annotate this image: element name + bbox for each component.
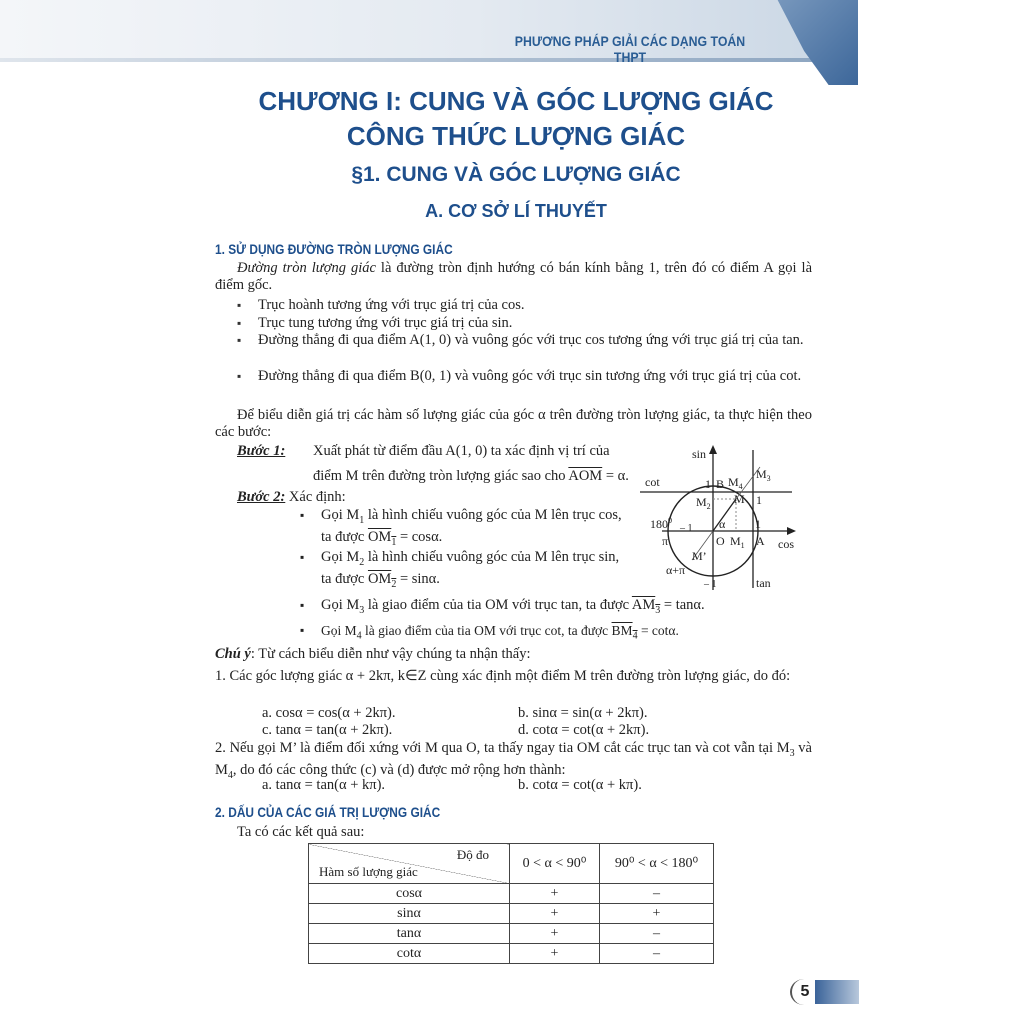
t: = tanα. bbox=[660, 597, 705, 613]
heading-1: 1. SỬ DỤNG ĐƯỜNG TRÒN LƯỢNG GIÁC bbox=[215, 241, 453, 257]
formula-a: a. cosα = cos(α + 2kπ). bbox=[262, 705, 396, 721]
label-O: O bbox=[716, 534, 725, 548]
t: và M bbox=[215, 740, 812, 778]
t: là giao điểm của tia OM với trục cot, ta được bbox=[361, 623, 612, 638]
heading-2: 2. DẤU CỦA CÁC GIÁ TRỊ LƯỢNG GIÁC bbox=[215, 804, 441, 820]
label-M: M bbox=[734, 492, 745, 506]
note-label: Chú ý bbox=[215, 646, 251, 662]
label-sin-neg-one: – 1 bbox=[704, 579, 717, 590]
step1-label-text: Bước 1: bbox=[237, 443, 286, 459]
label-cos-one: 1 bbox=[755, 517, 761, 531]
t: điểm M trên đường tròn lượng giác sao cho bbox=[313, 468, 569, 484]
formula-b: b. sinα = sin(α + 2kπ). bbox=[518, 705, 648, 721]
sub-bullet bbox=[300, 549, 619, 593]
formula-ext-b: b. cotα = cot(α + kπ). bbox=[518, 777, 642, 793]
sub-bullet bbox=[300, 507, 622, 551]
formula-c: c. tanα = tan(α + 2kπ). bbox=[262, 722, 393, 738]
label-sin: sin bbox=[692, 447, 707, 461]
t: ta được bbox=[321, 528, 368, 545]
t: = cotα. bbox=[637, 623, 679, 638]
trig-circle-diagram bbox=[630, 440, 810, 600]
term: Đường tròn lượng giác bbox=[237, 260, 376, 276]
vector bbox=[611, 623, 638, 642]
chapter-title: CHƯƠNG I: CUNG VÀ GÓC LƯỢNG GIÁC bbox=[258, 86, 774, 116]
t: M bbox=[756, 467, 767, 481]
running-title: PHƯƠNG PHÁP GIẢI CÁC DẠNG TOÁN THPT bbox=[514, 33, 746, 65]
t: 4 bbox=[632, 630, 638, 642]
t: BM bbox=[611, 623, 633, 638]
label-M-prime: M’ bbox=[692, 549, 707, 563]
part-title: A. CƠ SỞ LÍ THUYẾT bbox=[425, 201, 607, 221]
col-header: 0 < α < 90⁰ bbox=[510, 844, 600, 884]
t: OM bbox=[367, 528, 392, 545]
bullet: ▪ Đường thẳng đi qua điểm A(1, 0) và vuông góc với trục cos tương ứng với trục giá trị của tan. bbox=[237, 332, 812, 349]
label-tan-one: 1 bbox=[756, 493, 762, 507]
formula-ext-a: a. tanα = tan(α + kπ). bbox=[262, 777, 386, 793]
t: 2. Nếu gọi M’ là điểm đối xứng với M qua O, ta thấy ngay tia OM cắt các trục tan và cot vẫn tại M bbox=[215, 740, 790, 756]
t: 3 bbox=[655, 604, 661, 616]
formula-d: d. cotα = cot(α + 2kπ). bbox=[518, 722, 650, 738]
label-one: 1 bbox=[705, 477, 711, 491]
t: = α. bbox=[602, 468, 629, 484]
table-row bbox=[309, 924, 714, 944]
t: AM bbox=[631, 597, 656, 613]
label-neg-one: – 1 bbox=[680, 523, 693, 534]
page-number-tab bbox=[815, 980, 859, 1004]
t: 1 bbox=[391, 536, 397, 548]
table-corner-cell bbox=[309, 844, 510, 884]
sin-arrow-icon bbox=[709, 445, 717, 454]
label-cos: cos bbox=[778, 537, 794, 551]
label-M2: $M_2$ bbox=[696, 495, 711, 511]
note-intro bbox=[215, 646, 812, 663]
cell: + bbox=[510, 944, 600, 964]
t: = cosα. bbox=[396, 528, 443, 545]
bullet: ▪ Đường thẳng đi qua điểm B(0, 1) và vuông góc với trục sin tương ứng với trục giá trị của cot. bbox=[237, 368, 812, 385]
t: là hình chiếu vuông góc của M lên trục cos, bbox=[364, 507, 622, 523]
t: 3 bbox=[359, 604, 365, 616]
cell: tanα bbox=[309, 924, 510, 944]
t: 2 bbox=[391, 578, 397, 590]
t: Gọi M bbox=[321, 597, 360, 613]
col-header: 90⁰ < α < 180⁰ bbox=[600, 844, 714, 884]
t: M bbox=[696, 495, 707, 509]
step2-label bbox=[237, 489, 346, 506]
t: M bbox=[730, 534, 741, 548]
table-intro: Ta có các kết quả sau: bbox=[237, 824, 365, 840]
step1-label bbox=[237, 443, 285, 460]
t: Gọi M bbox=[321, 507, 360, 523]
cell: + bbox=[510, 884, 600, 904]
t: Gọi M bbox=[321, 623, 357, 638]
t: M bbox=[728, 475, 739, 489]
label-B: B bbox=[716, 477, 725, 491]
cos-arrow-icon bbox=[787, 527, 796, 535]
corner-top-label: Độ đo bbox=[456, 847, 489, 862]
bullet: ▪ Trục tung tương ứng với trục giá trị của sin. bbox=[237, 315, 812, 332]
label-alpha-pi: α+π bbox=[666, 563, 686, 577]
page-number: 5 bbox=[790, 979, 818, 1005]
label-M3: $M_3$ bbox=[756, 467, 771, 483]
label-A: A bbox=[756, 534, 765, 548]
table-row bbox=[309, 884, 714, 904]
t: , do đó các công thức (c) và (d) được mở rộng hơn thành: bbox=[232, 761, 566, 778]
t: Gọi M bbox=[321, 549, 360, 565]
chapter-subtitle: CÔNG THỨC LƯỢNG GIÁC bbox=[346, 121, 686, 151]
cell: + bbox=[510, 904, 600, 924]
steps-intro: Để biểu diễn giá trị các hàm số lượng giác của góc α trên đường tròn lượng giác, ta thực hiện theo các bước: bbox=[215, 407, 812, 440]
corner-bottom-label: Hàm số lượng giác bbox=[319, 864, 418, 879]
vector bbox=[367, 528, 397, 548]
label-alpha: α bbox=[719, 517, 726, 531]
intro-paragraph bbox=[215, 260, 812, 294]
sub-bullet bbox=[300, 597, 705, 619]
label-M1: $M_1$ bbox=[730, 534, 745, 550]
table-row bbox=[309, 904, 714, 924]
cell: – bbox=[600, 944, 714, 964]
table-row bbox=[309, 944, 714, 964]
bullet: ▪ Trục hoành tương ứng với trục giá trị của cos. bbox=[237, 297, 812, 314]
section-title: §1. CUNG VÀ GÓC LƯỢNG GIÁC bbox=[351, 163, 681, 186]
step1-line1: Xuất phát từ điểm đầu A(1, 0) ta xác định vị trí của bbox=[313, 443, 610, 459]
sub-bullet bbox=[300, 622, 679, 645]
step1-line2 bbox=[313, 468, 629, 485]
step2-label-text: Bước 2: bbox=[237, 489, 286, 505]
intro-text: là đường tròn định hướng có bán kính bằng 1, trên đó có điểm A gọi là điểm gốc. bbox=[215, 260, 813, 293]
sign-table bbox=[308, 843, 714, 964]
cell: – bbox=[600, 884, 714, 904]
label-M4: $M_4$ bbox=[728, 475, 743, 491]
table-header-row bbox=[309, 844, 714, 884]
t: OM bbox=[367, 570, 392, 587]
cell: cotα bbox=[309, 944, 510, 964]
label-180: $180^0$ bbox=[650, 516, 672, 531]
t: = sinα. bbox=[396, 570, 440, 587]
cell: – bbox=[600, 924, 714, 944]
label-tan: tan bbox=[756, 576, 771, 590]
label-pi: π bbox=[662, 534, 669, 548]
note-point-2: 2. Nếu gọi M’ là điểm đối xứng với M qua O, ta thấy ngay tia OM cắt các trục tan và cot vẫn tại $M_3$ và $M_4$, do đó các công thức (c) và (d) được mở rộng hơn thành: bbox=[215, 740, 812, 781]
cell: cosα bbox=[309, 884, 510, 904]
note-point-1: 1. Các góc lượng giác α + 2kπ, k∈Z cùng xác định một điểm M trên đường tròn lượng giác, do đó: bbox=[215, 668, 791, 684]
label-cot: cot bbox=[645, 475, 660, 489]
cell: + bbox=[510, 924, 600, 944]
t: là giao điểm của tia OM với trục tan, ta được bbox=[364, 597, 632, 613]
arc-aom: $\overline{AOM}$ bbox=[568, 468, 603, 484]
t: ta được bbox=[321, 570, 368, 587]
t: 2 bbox=[359, 556, 365, 568]
vector bbox=[367, 570, 397, 590]
t: là hình chiếu vuông góc của M lên trục sin, bbox=[364, 549, 620, 565]
t: 180 bbox=[650, 517, 668, 531]
cell: sinα bbox=[309, 904, 510, 924]
t: Xác định: bbox=[288, 489, 346, 505]
t: : Từ cách biểu diễn như vậy chúng ta nhận thấy: bbox=[250, 646, 531, 662]
cell: + bbox=[600, 904, 714, 924]
t: 4 bbox=[356, 630, 362, 642]
t: 1 bbox=[359, 514, 365, 526]
